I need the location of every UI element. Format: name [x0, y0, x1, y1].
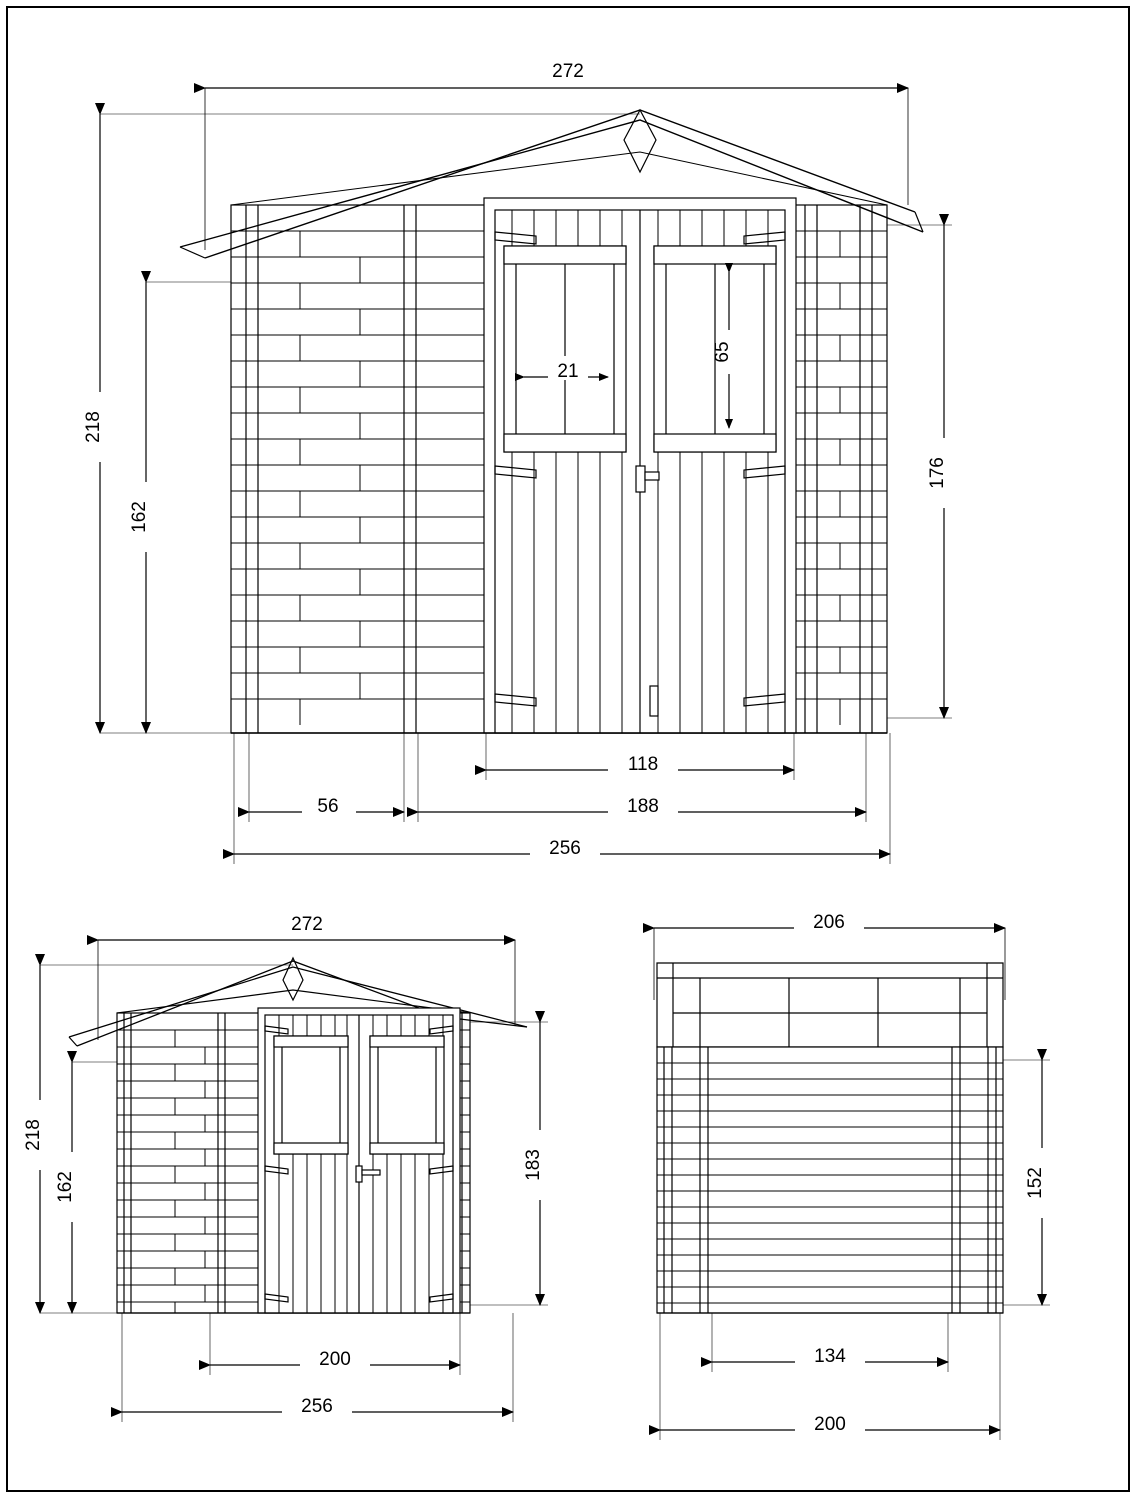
dim-256-side-base: 256	[301, 1396, 333, 1417]
dim-218-side: 218	[23, 1119, 44, 1151]
dim-200-door-width: 200	[319, 1349, 351, 1370]
dim-188-doorframe: 188	[627, 796, 659, 817]
dim-272-front: 272	[552, 61, 584, 82]
dim-218-front: 218	[83, 411, 104, 443]
dim-162-side: 162	[55, 1171, 76, 1203]
dim-65-window-height: 65	[712, 341, 733, 363]
dim-256-front-base: 256	[549, 838, 581, 859]
dim-134-inner: 134	[814, 1346, 846, 1367]
dim-162-front: 162	[129, 501, 150, 533]
dim-56-wall: 56	[317, 796, 339, 817]
dim-272-side: 272	[291, 914, 323, 935]
dim-176-front: 176	[927, 457, 948, 489]
dim-200-rear-base: 200	[814, 1414, 846, 1435]
side-elevation-view	[40, 940, 548, 1422]
dim-206-roof-depth: 206	[813, 912, 845, 933]
dim-21-window-width: 21	[557, 361, 579, 382]
dim-152-rear-height: 152	[1025, 1167, 1046, 1199]
dim-183-door-height: 183	[523, 1149, 544, 1181]
front-elevation-view	[100, 88, 952, 864]
dim-118-door: 118	[627, 754, 659, 775]
